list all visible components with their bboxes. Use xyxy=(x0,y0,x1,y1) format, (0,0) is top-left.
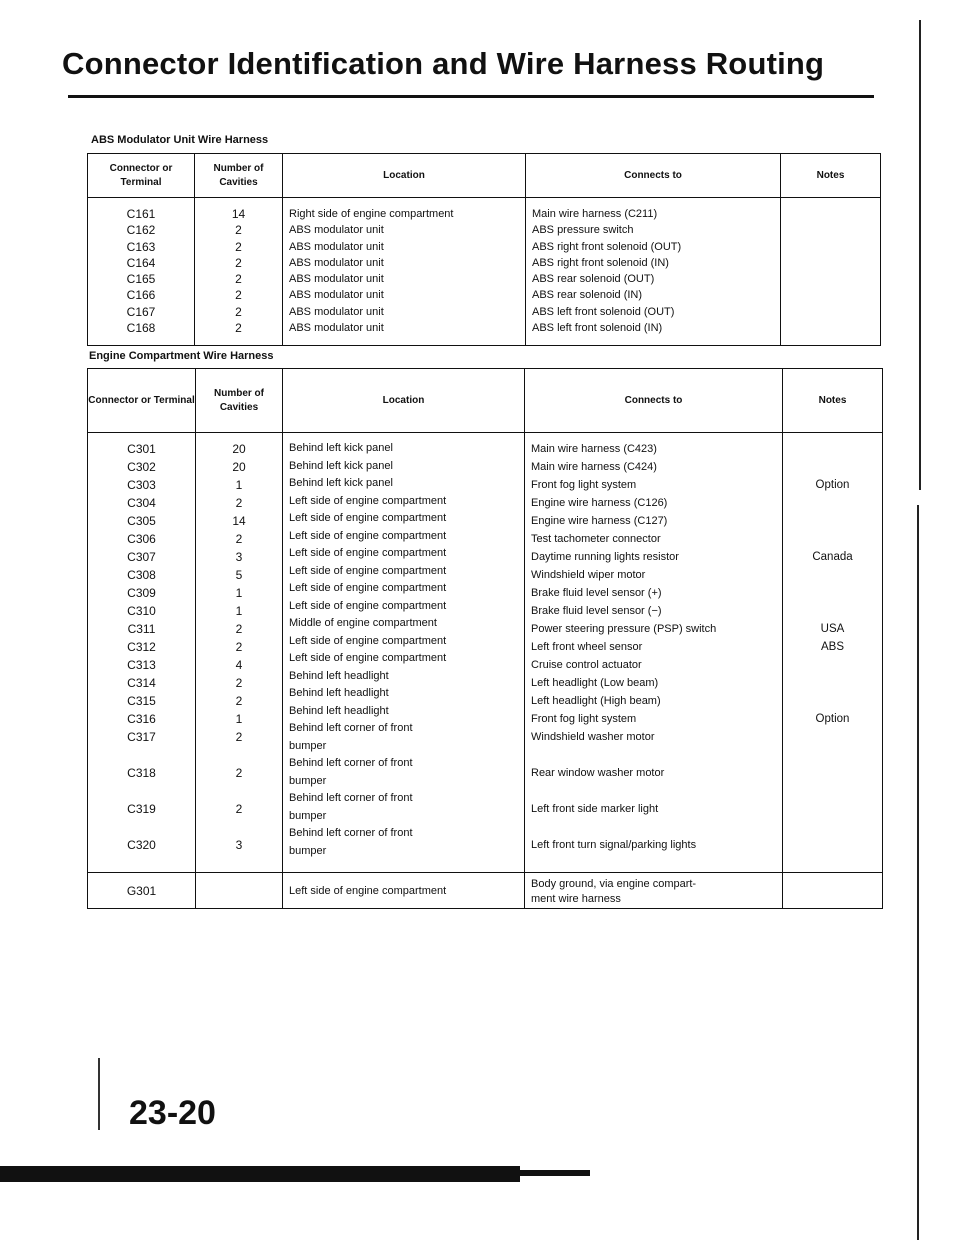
abs-header-connector: Connector or Terminal xyxy=(88,154,195,198)
abs-cavity-count: 2 xyxy=(235,272,242,287)
engine-note xyxy=(783,836,882,854)
engine-location: Behind left corner of front xyxy=(289,792,413,804)
engine-cavities-column xyxy=(196,433,283,873)
engine-connector-id: C318 xyxy=(127,766,156,780)
g301-location: Left side of engine compartment xyxy=(289,884,447,897)
engine-harness-table xyxy=(87,368,883,909)
engine-connects-to-spacer xyxy=(525,782,782,800)
engine-connector-spacer xyxy=(88,818,195,836)
engine-cavity-count: 2 xyxy=(235,694,243,708)
engine-note: Canada xyxy=(812,551,853,563)
abs-connector-id: C164 xyxy=(126,255,156,270)
engine-note xyxy=(783,800,882,818)
abs-cavity-count: 14 xyxy=(231,207,246,221)
engine-cavity-count: 1 xyxy=(235,478,243,492)
engine-connector-id: C317 xyxy=(127,730,156,744)
engine-cavity-count: 2 xyxy=(235,622,243,636)
engine-note-spacer xyxy=(783,854,882,872)
engine-connects-to: Left headlight (High beam) xyxy=(531,695,661,707)
abs-notes-column xyxy=(781,198,881,346)
engine-header-cavities: Number of Cavities xyxy=(196,369,283,433)
abs-location: Right side of engine compartment xyxy=(289,208,454,220)
engine-notes-column xyxy=(783,433,883,873)
page-number: 23-20 xyxy=(129,1094,216,1132)
engine-cavity-count: 1 xyxy=(235,712,243,726)
engine-connector-id: C306 xyxy=(127,532,156,546)
abs-cavity-count: 2 xyxy=(235,255,242,270)
engine-cavity-count: 3 xyxy=(235,550,243,564)
engine-location: bumper xyxy=(289,739,327,752)
engine-note xyxy=(783,674,882,692)
abs-note xyxy=(781,239,880,255)
engine-cavity-count: 5 xyxy=(235,568,243,582)
engine-cavity-count: 2 xyxy=(235,640,243,654)
engine-connector-id: C302 xyxy=(127,460,156,474)
engine-cavity-count: 20 xyxy=(232,460,246,474)
engine-location: Left side of engine compartment xyxy=(289,652,447,664)
abs-harness-table xyxy=(87,153,881,346)
g301-connector-cell xyxy=(88,873,196,909)
footer-bar xyxy=(0,1166,520,1182)
engine-location: Behind left headlight xyxy=(289,704,389,717)
engine-location: Middle of engine compartment xyxy=(289,617,437,629)
engine-note xyxy=(783,764,882,782)
engine-header-connects-to: Connects to xyxy=(525,369,783,433)
engine-location: Left side of engine compartment xyxy=(289,582,447,594)
engine-connects-to: Rear window washer motor xyxy=(531,767,665,779)
abs-header-notes: Notes xyxy=(781,154,881,198)
engine-cavity-count: 2 xyxy=(235,730,243,744)
engine-header-notes: Notes xyxy=(783,369,883,433)
abs-location: ABS modulator unit xyxy=(289,273,384,286)
abs-connector-id: C166 xyxy=(126,288,156,303)
engine-connector-id: C314 xyxy=(127,676,156,690)
abs-connects-to: ABS left front solenoid (OUT) xyxy=(532,305,675,318)
engine-connector-id: C309 xyxy=(127,586,156,600)
engine-connects-to: Windshield wiper motor xyxy=(531,569,646,581)
engine-connector-id: C315 xyxy=(127,694,156,708)
abs-connects-to: ABS right front solenoid (IN) xyxy=(532,256,669,269)
g301-connects-to-line-2: ment wire harness xyxy=(531,893,621,905)
engine-location: Behind left headlight xyxy=(289,687,389,699)
engine-location: Left side of engine compartment xyxy=(289,634,447,647)
abs-connects-to-column xyxy=(526,198,781,346)
engine-connects-to-column xyxy=(525,433,783,873)
abs-location: ABS modulator unit xyxy=(289,305,384,318)
abs-harness-heading: ABS Modulator Unit Wire Harness xyxy=(91,134,269,146)
engine-location: Left side of engine compartment xyxy=(289,547,447,559)
engine-connector-id: C316 xyxy=(127,712,156,726)
left-margin-tick xyxy=(98,1058,100,1130)
engine-connects-to: Main wire harness (C424) xyxy=(531,461,657,473)
abs-location: ABS modulator unit xyxy=(289,289,384,302)
engine-note xyxy=(783,494,882,512)
g301-connector: G301 xyxy=(126,883,157,898)
page-title: Connector Identification and Wire Harness Routing xyxy=(62,46,825,81)
g301-connects-to-cell xyxy=(525,873,783,909)
engine-note-spacer xyxy=(783,782,882,800)
engine-cavity-count: 20 xyxy=(232,442,246,456)
abs-note xyxy=(781,287,880,303)
g301-notes-cell xyxy=(783,873,883,909)
g301-location-cell xyxy=(283,873,525,909)
engine-note xyxy=(783,458,882,476)
engine-connects-to: Front fog light system xyxy=(531,479,637,491)
engine-connector-id: C303 xyxy=(127,478,156,492)
engine-connects-to: Engine wire harness (C127) xyxy=(531,515,668,527)
engine-cavity-spacer xyxy=(196,854,282,872)
engine-harness-heading: Engine Compartment Wire Harness xyxy=(89,350,274,362)
engine-connector-id: C305 xyxy=(127,514,156,528)
engine-cavity-count: 2 xyxy=(235,802,243,816)
abs-location-column xyxy=(283,198,526,346)
abs-location: ABS modulator unit xyxy=(289,322,384,335)
engine-connector-spacer xyxy=(88,854,195,872)
abs-connects-to: Main wire harness (C211) xyxy=(532,208,658,220)
engine-location: Behind left corner of front xyxy=(289,757,413,769)
engine-cavity-count: 4 xyxy=(235,658,243,672)
engine-connects-to: Main wire harness (C423) xyxy=(531,443,657,455)
engine-note xyxy=(783,512,882,530)
engine-location: Left side of engine compartment xyxy=(289,512,447,524)
engine-cavity-count: 1 xyxy=(235,604,243,618)
abs-connector-id: C162 xyxy=(126,223,156,238)
abs-note xyxy=(781,271,880,287)
engine-note-spacer xyxy=(783,746,882,764)
engine-location: Behind left kick panel xyxy=(289,477,393,489)
engine-connector-id: C308 xyxy=(127,568,156,582)
engine-note xyxy=(783,530,882,548)
engine-connects-to: Daytime running lights resistor xyxy=(531,551,679,563)
engine-location: bumper xyxy=(289,774,327,787)
engine-cavity-count: 2 xyxy=(235,496,243,510)
abs-note xyxy=(781,222,880,238)
engine-connects-to: Brake fluid level sensor (−) xyxy=(531,605,662,617)
engine-location: Left side of engine compartment xyxy=(289,599,447,612)
engine-connects-to: Windshield washer motor xyxy=(531,731,655,743)
engine-cavity-count: 2 xyxy=(235,532,243,546)
engine-connector-spacer xyxy=(88,746,195,764)
abs-connector-id: C161 xyxy=(126,207,156,221)
engine-note-spacer xyxy=(783,818,882,836)
engine-location: Behind left kick panel xyxy=(289,442,393,454)
engine-cavity-spacer xyxy=(196,782,282,800)
right-margin-rule-lower xyxy=(917,505,919,1240)
engine-cavity-count: 2 xyxy=(235,676,243,690)
abs-connects-to: ABS rear solenoid (IN) xyxy=(532,289,643,302)
engine-connector-id: C307 xyxy=(127,550,156,564)
engine-note xyxy=(783,440,882,458)
abs-connects-to: ABS right front solenoid (OUT) xyxy=(532,240,682,253)
engine-location: Left side of engine compartment xyxy=(289,494,447,507)
engine-note: Option xyxy=(815,479,850,491)
abs-connector-id: C163 xyxy=(126,239,156,254)
engine-note: ABS xyxy=(820,641,844,653)
engine-location: bumper xyxy=(289,809,327,822)
engine-note: Option xyxy=(815,713,850,725)
engine-header-connector: Connector or Terminal xyxy=(88,369,196,433)
engine-location: Behind left headlight xyxy=(289,669,389,682)
right-margin-rule-upper xyxy=(919,20,921,490)
engine-note xyxy=(783,566,882,584)
footer-bar-tail xyxy=(520,1170,590,1176)
engine-connects-to: Engine wire harness (C126) xyxy=(531,497,668,509)
abs-note xyxy=(781,320,880,336)
engine-cavity-count: 14 xyxy=(232,514,246,528)
engine-note: USA xyxy=(820,623,845,635)
engine-cavity-count: 2 xyxy=(235,766,243,780)
abs-cavity-count: 2 xyxy=(235,223,242,238)
engine-note xyxy=(783,602,882,620)
abs-connector-id: C165 xyxy=(126,272,156,287)
engine-location: bumper xyxy=(289,844,327,857)
engine-note xyxy=(783,584,882,602)
engine-note xyxy=(783,656,882,674)
abs-cavities-column xyxy=(195,198,283,346)
engine-cavity-count: 3 xyxy=(235,838,243,852)
engine-connects-to: Power steering pressure (PSP) switch xyxy=(531,623,717,635)
engine-location: Behind left kick panel xyxy=(289,459,393,472)
engine-note xyxy=(783,692,882,710)
abs-location: ABS modulator unit xyxy=(289,240,384,253)
engine-connects-to: Left front turn signal/parking lights xyxy=(531,839,697,851)
g301-cavities-cell xyxy=(196,873,283,909)
abs-note xyxy=(781,255,880,271)
engine-location-column xyxy=(283,433,525,873)
engine-connector-id: C301 xyxy=(127,442,156,456)
abs-cavity-count: 2 xyxy=(235,288,242,303)
abs-connector-id: C168 xyxy=(126,321,156,336)
engine-location: Left side of engine compartment xyxy=(289,564,447,577)
engine-connector-id: C319 xyxy=(127,802,156,816)
engine-connector-id: C320 xyxy=(127,838,156,852)
engine-connector-id: C313 xyxy=(127,658,156,672)
engine-connects-to-spacer xyxy=(525,746,782,764)
engine-connects-to: Cruise control actuator xyxy=(531,659,642,671)
engine-connector-id: C310 xyxy=(127,604,156,618)
title-rule xyxy=(68,95,874,98)
engine-connects-to: Front fog light system xyxy=(531,713,637,725)
engine-cavity-spacer xyxy=(196,746,282,764)
engine-cavity-spacer xyxy=(196,818,282,836)
engine-connects-to: Brake fluid level sensor (+) xyxy=(531,587,662,599)
g301-connects-to-line-1: Body ground, via engine compart- xyxy=(531,878,697,890)
engine-connector-id: C312 xyxy=(127,640,156,654)
engine-location: Behind left corner of front xyxy=(289,722,413,734)
engine-connector-id: C304 xyxy=(127,496,156,510)
engine-connects-to: Left front wheel sensor xyxy=(531,641,643,653)
engine-connector-id: C311 xyxy=(127,622,156,636)
engine-connects-to: Test tachometer connector xyxy=(531,533,661,545)
engine-connects-to-spacer xyxy=(525,818,782,836)
abs-header-location: Location xyxy=(283,154,526,198)
engine-connector-column xyxy=(88,433,196,873)
abs-connects-to: ABS left front solenoid (IN) xyxy=(532,322,663,335)
abs-cavity-count: 2 xyxy=(235,304,242,319)
abs-connects-to: ABS pressure switch xyxy=(532,224,634,237)
abs-connector-id: C167 xyxy=(126,304,156,319)
abs-cavity-count: 2 xyxy=(235,239,242,254)
engine-connector-spacer xyxy=(88,782,195,800)
engine-cavity-count: 1 xyxy=(235,586,243,600)
engine-location: Behind left corner of front xyxy=(289,827,413,839)
abs-connects-to: ABS rear solenoid (OUT) xyxy=(532,273,655,286)
engine-header-location: Location xyxy=(283,369,525,433)
engine-note xyxy=(783,728,882,746)
abs-header-connects-to: Connects to xyxy=(526,154,781,198)
engine-connects-to-spacer xyxy=(525,854,782,872)
abs-note xyxy=(781,304,880,320)
engine-connects-to: Left headlight (Low beam) xyxy=(531,677,659,689)
engine-connects-to: Left front side marker light xyxy=(531,803,659,815)
abs-note xyxy=(781,206,880,222)
abs-location: ABS modulator unit xyxy=(289,256,384,269)
abs-cavity-count: 2 xyxy=(235,321,242,336)
abs-location: ABS modulator unit xyxy=(289,224,384,237)
engine-location: Left side of engine compartment xyxy=(289,529,447,542)
abs-header-cavities: Number of Cavities xyxy=(195,154,283,198)
abs-connector-column xyxy=(88,198,195,346)
